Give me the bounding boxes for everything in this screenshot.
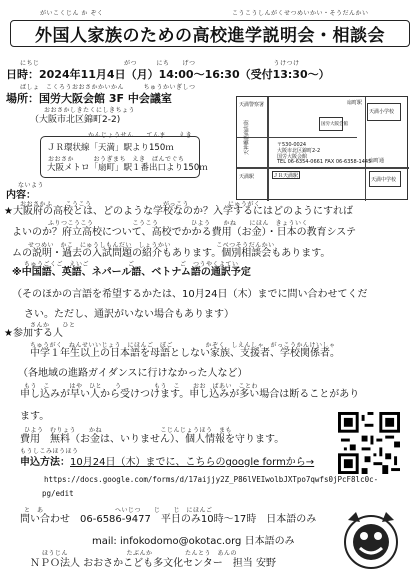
application-method xyxy=(20,453,314,468)
date-value: 2024年11月4日（月）14:00～16:30（受付13:30～） xyxy=(39,68,330,81)
fee-info: 費用 無料（お金は、いりません）、個人情報を守ります。 xyxy=(20,434,285,445)
access-metro: 大阪メトロ「扇町」駅１番出口より150ｍ xyxy=(47,163,208,173)
method-label: 申込方法： xyxy=(20,457,70,468)
form-url[interactable] xyxy=(44,475,378,498)
content-ruby: ないよう xyxy=(18,182,45,189)
map-postal: 〒530-0024 xyxy=(277,142,307,148)
place-row xyxy=(6,90,172,106)
contact-ruby: と あ へいじつ じ じ にほんご xyxy=(24,507,213,514)
access2-ruby: おおさか おうぎまち えき ばんでぐち xyxy=(48,156,185,163)
participants-line2: （各地域の進路ガイダンスに行けなかった人など） xyxy=(18,368,248,379)
q1-line2: よいのか？府立高校について、高校でかかる費用（お金）・日本の教育システ xyxy=(12,227,357,238)
map-label-tenma: 天満駅 xyxy=(239,174,255,180)
map-road-main xyxy=(237,167,409,169)
place-ruby: ばしょ こくろうおおさかかいかん ちゅうかいぎしつ xyxy=(20,84,196,91)
q1-ruby: おおさかふ こうこう がっこう にゅうがく xyxy=(20,201,261,208)
place-label: 場所： xyxy=(6,92,39,105)
map-venue-name: 国労大阪会館 xyxy=(277,154,308,160)
who1-ruby: ちゅうがく ねんせいいじょう にほんご ぼご かぞく しえんしゃ がっこうかんけいしゃ xyxy=(30,342,336,349)
contact-info: 問い合わせ 06-6586-9477 平日のみ10時～17時 日本語のみ xyxy=(20,514,317,525)
title-ruby-right: こうこうしんがくせつめいかい・そうだんかい xyxy=(232,10,369,17)
place-value: 国労大阪会館 3F 中会議室 xyxy=(39,92,172,105)
map-address: 大阪市北区錦町2-2 xyxy=(277,148,321,154)
who-ruby: さんか ひと xyxy=(30,322,76,329)
map-label-police: 天満警察署 xyxy=(239,102,265,108)
map-tel: TEL 06-6354-0661 xyxy=(277,159,324,165)
participants-heading: ★参加する人 xyxy=(4,328,63,339)
application-note1: 申し込みが早い人から受けつけます。申し込みが多い場合は断ることがあり xyxy=(20,389,360,400)
map-label-shotengai: 天神橋筋商店街 xyxy=(244,119,250,155)
title-ruby-left: がいこくじん か ぞく xyxy=(40,10,104,17)
map-label-ogimachi: 扇町駅 xyxy=(347,100,363,106)
content-label: 内容： xyxy=(6,190,36,201)
method-value[interactable]: 10月24日（木）までに、こちらのgoogle formから→ xyxy=(70,457,315,468)
org-ruby: ほうじん たぶんか たんとう あんの xyxy=(42,550,238,557)
lang-ruby: ちゅうごくご えいご ご ご つうやくよてい xyxy=(24,261,239,268)
map-label-school: 天満小学校 xyxy=(369,109,395,115)
map-label-jr: ＪＲ天満駅 xyxy=(273,173,299,179)
qr-code-icon[interactable] xyxy=(338,412,400,474)
contact-mail[interactable]: mail: infokodomo@okotac.org 日本語のみ xyxy=(92,536,295,547)
interpretation-caveat: さい。ただし、通訳がいない場合もあります） xyxy=(24,309,234,320)
date-label: 日時： xyxy=(6,68,39,81)
place-address: （大阪市北区錦町2-2) xyxy=(30,115,121,125)
application-note2: ます。 xyxy=(20,411,50,422)
form-url-line1[interactable]: https://docs.google.com/forms/d/17aijjy2Z_P86lVEIwolbJXTpo7qwfs0jPcF8lc0c- xyxy=(44,475,379,484)
q1-line3: ムの説明・過去の入試問題の紹介もあります。個別相談会もあります。 xyxy=(12,248,331,259)
map-fax: FAX 06-6358-1445 xyxy=(325,159,372,165)
q1c-ruby: せつめい かこ にゅうしもんだい しょうかい こべつそうだんかい xyxy=(28,242,275,249)
date-ruby: にちじ がつ にち げつ うけつけ xyxy=(20,60,300,67)
map-label-street: 扇町通 xyxy=(369,158,385,164)
access1-ruby: かんじょうせん てんま えき xyxy=(88,132,193,139)
q1b-ruby: ふりつこうこう こうこう ひよう かね にほん きょういく xyxy=(48,220,309,227)
map-road-tenjin xyxy=(267,97,269,201)
map-label-junior-high: 天満中学校 xyxy=(371,177,397,183)
map-road-east xyxy=(365,97,366,201)
form-url-line2[interactable]: pg/edit xyxy=(42,489,74,498)
address-ruby: おおさかしきたくにしきちょう xyxy=(44,107,136,114)
q1-line1: ★大阪府の高校とは、どのような学校なのか？入学するにはどのようにすれば xyxy=(4,206,353,217)
apply-ruby: もう こ はや ひと う もう こ おお ばあい ことわ xyxy=(24,383,259,390)
interpretation-note: ※中国語、英語、ネパール語、ベトナム語の通訳予定 xyxy=(12,267,251,278)
map-label-venue: 国労大阪会館 xyxy=(321,122,348,127)
fee-ruby: ひよう むりょう かね こじんじょうほう まも xyxy=(24,427,233,434)
date-row xyxy=(6,66,330,82)
venue-map xyxy=(236,96,408,200)
page-title: 外国人家族のための高校進学説明会・相談会 xyxy=(10,20,410,47)
participants-line1: 中学１年生以上の日本語を母語としない家族、支援者、学校関係者。 xyxy=(30,348,340,359)
organization: ＮＰＯ法人 おおさかこども多文化センター 担当 安野 xyxy=(30,558,276,569)
organization-logo-icon xyxy=(338,506,404,572)
interpretation-request: （そのほかの言語を希望するかたは、10月24日（木）までに問い合わせてくだ xyxy=(12,289,368,300)
access-jr: ＪＲ環状線「天満」駅より150ｍ xyxy=(47,143,174,153)
method-ruby: もうしこみほうほう xyxy=(20,448,79,455)
map-road-side xyxy=(237,137,357,138)
